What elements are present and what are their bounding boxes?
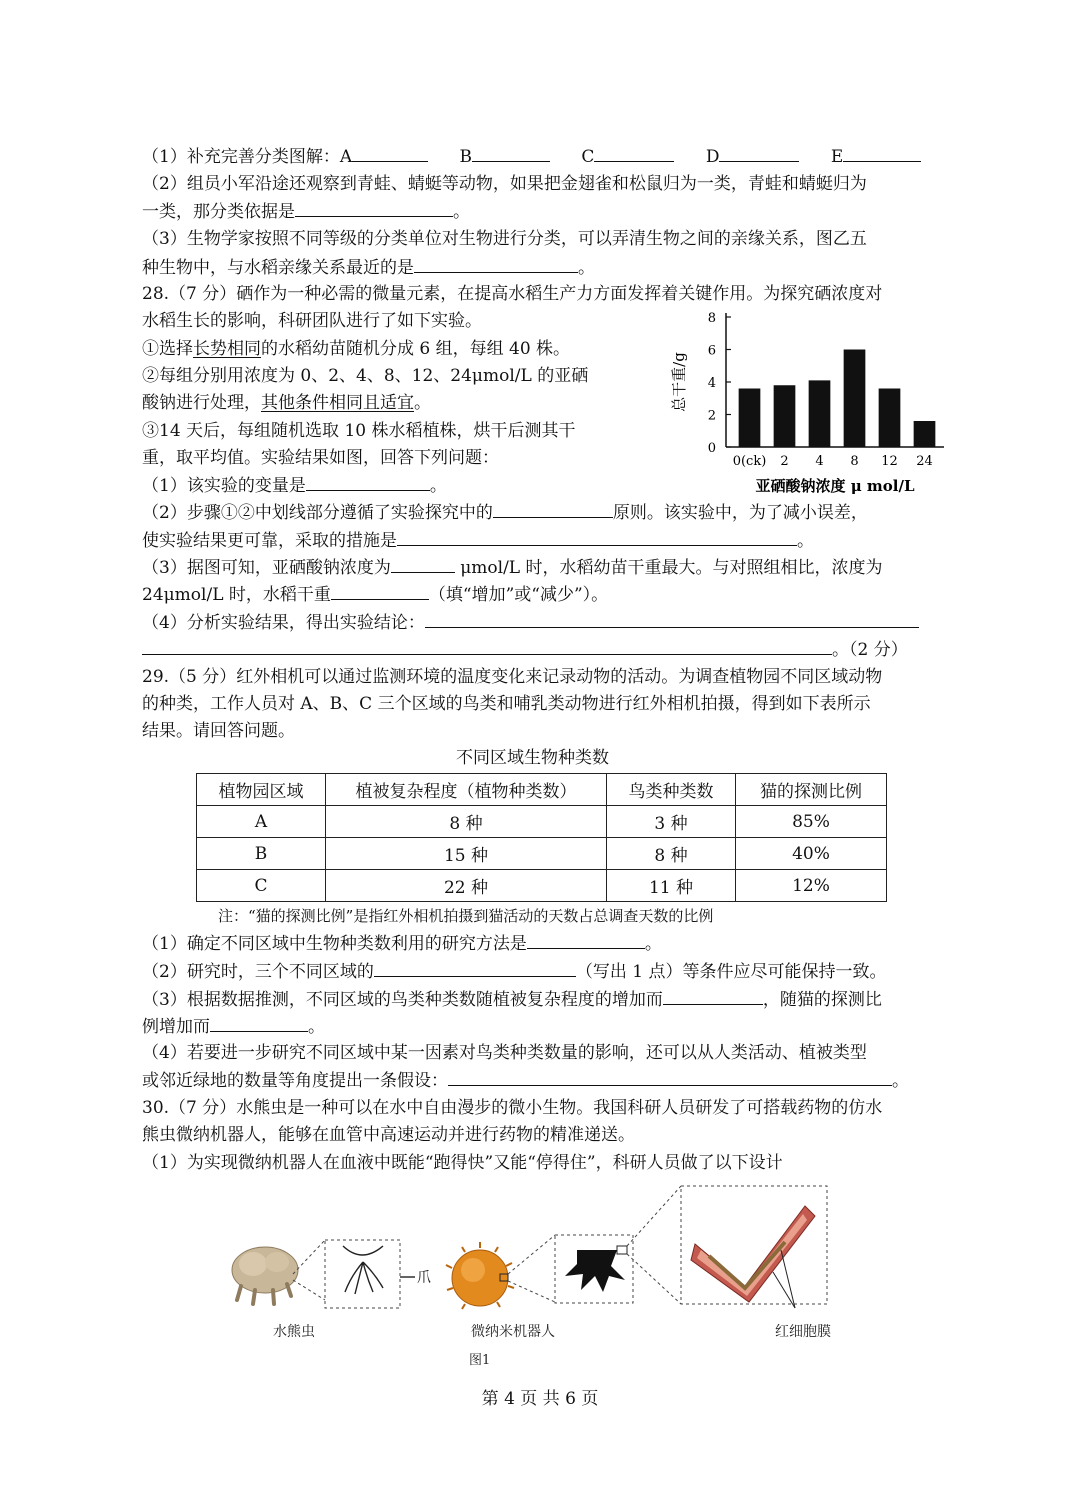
answer-blank[interactable] [448, 1067, 892, 1086]
q30-intro-line1: 30.（7 分）水熊虫是一种可以在水中自由漫步的微小生物。我国科研人员研发了可搭载药物的仿水 [142, 1098, 883, 1118]
bar-2 [774, 385, 796, 447]
bar-0(ck) [739, 389, 761, 448]
red-blood-cell-membrane-illustration [691, 1206, 815, 1302]
x-tick-label: 8 [850, 454, 859, 469]
table-cell: 22 种 [326, 870, 607, 902]
x-tick-label: 2 [780, 454, 789, 469]
table-cell: B [197, 838, 326, 870]
claw-illustration [343, 1246, 415, 1294]
q28-sub1: （1）该实验的变量是 。 [142, 472, 447, 500]
table-header-cell: 猫的探测比例 [736, 774, 887, 806]
y-axis-label: 总干重/g [670, 352, 688, 412]
y-tick-label: 8 [707, 311, 716, 326]
table-row [197, 870, 887, 902]
robot-illustration [446, 1242, 514, 1309]
q28-sub2-line1: （2）步骤①②中划线部分遵循了实验探究中的 原则。该实验中，为了减小误差， [142, 499, 868, 527]
table-cell: 12% [736, 870, 887, 902]
bar-24 [914, 421, 936, 447]
q28-step2a: ②每组分别用浓度为 0、2、4、8、12、24μmol/L 的亚硒 [142, 366, 589, 386]
table-cell: 8 种 [607, 838, 736, 870]
answer-blank[interactable] [397, 527, 797, 546]
q28-step1: ①选择长势相同的水稻幼苗随机分成 6 组，每组 40 株。 [142, 339, 571, 359]
x-tick-label: 24 [916, 454, 933, 469]
q27-sub2-line1: （2）组员小军沿途还观察到青蛙、蜻蜓等动物，如果把金翅雀和松鼠归为一类，青蛙和蜻蜓归为 [142, 174, 867, 194]
answer-blank[interactable] [663, 986, 763, 1005]
y-tick-label: 0 [707, 441, 716, 456]
x-tick-label: 4 [815, 454, 824, 469]
q28-sub3-line2: 24μmol/L 时，水稻干重 （填“增加”或“减少”）。 [142, 581, 608, 609]
q28-step2b: 酸钠进行处理，其他条件相同且适宜。 [142, 393, 431, 413]
q29-sub4-line1: （4）若要进一步研究不同区域中某一因素对鸟类种类数量的影响，还可以从人类活动、植被类型 [142, 1043, 867, 1063]
table-row [197, 838, 887, 870]
q29-sub4-line2: 或邻近绿地的数量等角度提出一条假设： 。 [142, 1067, 909, 1095]
q28-step3b: 重，取平均值。实验结果如图，回答下列问题： [142, 448, 499, 468]
table-cell: 3 种 [607, 806, 736, 838]
robot-label: 微纳米机器人 [471, 1324, 555, 1340]
y-tick-label: 2 [707, 408, 716, 424]
q28-intro-line2: 水稻生长的影响，科研团队进行了如下实验。 [142, 311, 482, 331]
page-footer: 第 4 页 共 6 页 [481, 1389, 599, 1409]
bar-12 [879, 389, 901, 448]
table-header-cell: 植物园区域 [197, 774, 326, 806]
dry-weight-bar-chart [650, 305, 950, 500]
q29-sub3-line2: 例增加而 。 [142, 1013, 325, 1041]
answer-blank[interactable] [493, 499, 613, 518]
answer-blank[interactable] [210, 1013, 308, 1032]
answer-blank[interactable] [352, 143, 428, 162]
table-cell: 15 种 [326, 838, 607, 870]
answer-blank[interactable] [594, 143, 674, 162]
table-cell: 8 种 [326, 806, 607, 838]
x-tick-label: 0(ck) [732, 454, 767, 469]
tardigrade-label: 水熊虫 [273, 1324, 315, 1340]
claw-label: 爪 [417, 1270, 431, 1286]
table-header-cell: 植被复杂程度（植物种类数） [326, 774, 607, 806]
q27-sub2-line2: 一类，那分类依据是 。 [142, 198, 470, 226]
x-tick-label: 12 [881, 454, 898, 469]
answer-blank[interactable] [374, 958, 576, 977]
answer-blank[interactable] [843, 143, 921, 162]
q27-sub3-line1: （3）生物学家按照不同等级的分类单位对生物进行分类，可以弄清生物之间的亲缘关系，图乙五 [142, 229, 867, 249]
figure-1-diagram [225, 1180, 835, 1370]
q29-sub2: （2）研究时，三个不同区域的 （写出 1 点）等条件应尽可能保持一致。 [142, 958, 886, 986]
q28-step3a: ③14 天后，每组随机选取 10 株水稻植株，烘干后测其干 [142, 421, 576, 441]
table-header-cell: 鸟类种类数 [607, 774, 736, 806]
q27-sub3-line2: 种生物中，与水稻亲缘关系最近的是 。 [142, 254, 595, 282]
bar-4 [809, 380, 831, 447]
table-cell: A [197, 806, 326, 838]
answer-blank[interactable] [391, 554, 455, 573]
q29-intro-line1: 29.（5 分）红外相机可以通过监测环境的温度变化来记录动物的活动。为调查植物园不同区域动物 [142, 667, 883, 687]
q28-sub4-line2: 。（2 分） [142, 636, 908, 664]
answer-blank[interactable] [425, 609, 919, 628]
table-cell: 85% [736, 806, 887, 838]
table-title: 不同区域生物种类数 [456, 748, 609, 768]
species-table [196, 773, 887, 902]
bar-8 [844, 350, 866, 448]
q28-sub2-line2: 使实验结果更可靠，采取的措施是 。 [142, 527, 814, 555]
answer-blank[interactable] [306, 472, 430, 491]
robot-spike-illustration [565, 1246, 627, 1292]
answer-blank[interactable] [527, 930, 645, 949]
answer-blank[interactable] [295, 198, 453, 217]
y-tick-label: 6 [707, 343, 716, 359]
answer-blank[interactable] [472, 143, 550, 162]
table-cell: 40% [736, 838, 887, 870]
q28-intro-line1: 28.（7 分）硒作为一种必需的微量元素，在提高水稻生产力方面发挥着关键作用。为探究硒浓度对 [142, 284, 883, 304]
tardigrade-illustration [232, 1247, 298, 1304]
q29-intro-line2: 的种类，工作人员对 A、B、C 三个区域的鸟类和哺乳类动物进行红外相机拍摄，得到如下表所示 [142, 694, 871, 714]
answer-blank[interactable] [331, 581, 429, 600]
q29-intro-line3: 结果。请回答问题。 [142, 721, 295, 741]
table-header-row [197, 774, 887, 806]
figure-caption: 图1 [469, 1353, 491, 1368]
answer-blank[interactable] [719, 143, 799, 162]
rbc-membrane-label: 红细胞膜 [775, 1324, 831, 1340]
q28-sub4-line1: （4）分析实验结果，得出实验结论： [142, 609, 919, 637]
q29-sub1: （1）确定不同区域中生物种类数利用的研究方法是 。 [142, 930, 662, 958]
table-note: 注：“猫的探测比例”是指红外相机拍摄到猫活动的天数占总调查天数的比例 [218, 907, 714, 925]
q30-sub1: （1）为实现微纳机器人在血液中既能“跑得快”又能“停得住”，科研人员做了以下设计 [142, 1153, 783, 1173]
table-cell: C [197, 870, 326, 902]
table-cell: 11 种 [607, 870, 736, 902]
q29-sub3-line1: （3）根据数据推测，不同区域的鸟类种类数随植被复杂程度的增加而 ，随猫的探测比 [142, 986, 882, 1014]
q30-intro-line2: 熊虫微纳机器人，能够在血管中高速运动并进行药物的精准递送。 [142, 1125, 635, 1145]
x-axis-label: 亚硒酸钠浓度 μ mol/L [755, 477, 915, 495]
table-row [197, 806, 887, 838]
y-tick-label: 4 [707, 376, 716, 391]
answer-blank[interactable] [142, 636, 832, 655]
q28-sub3-line1: （3）据图可知，亚硒酸钠浓度为 μmol/L 时，水稻幼苗干重最大。与对照组相比，浓度为 [142, 554, 883, 582]
answer-blank[interactable] [414, 254, 578, 273]
q27-sub1: （1）补充完善分类图解：A B C D E [142, 143, 921, 171]
